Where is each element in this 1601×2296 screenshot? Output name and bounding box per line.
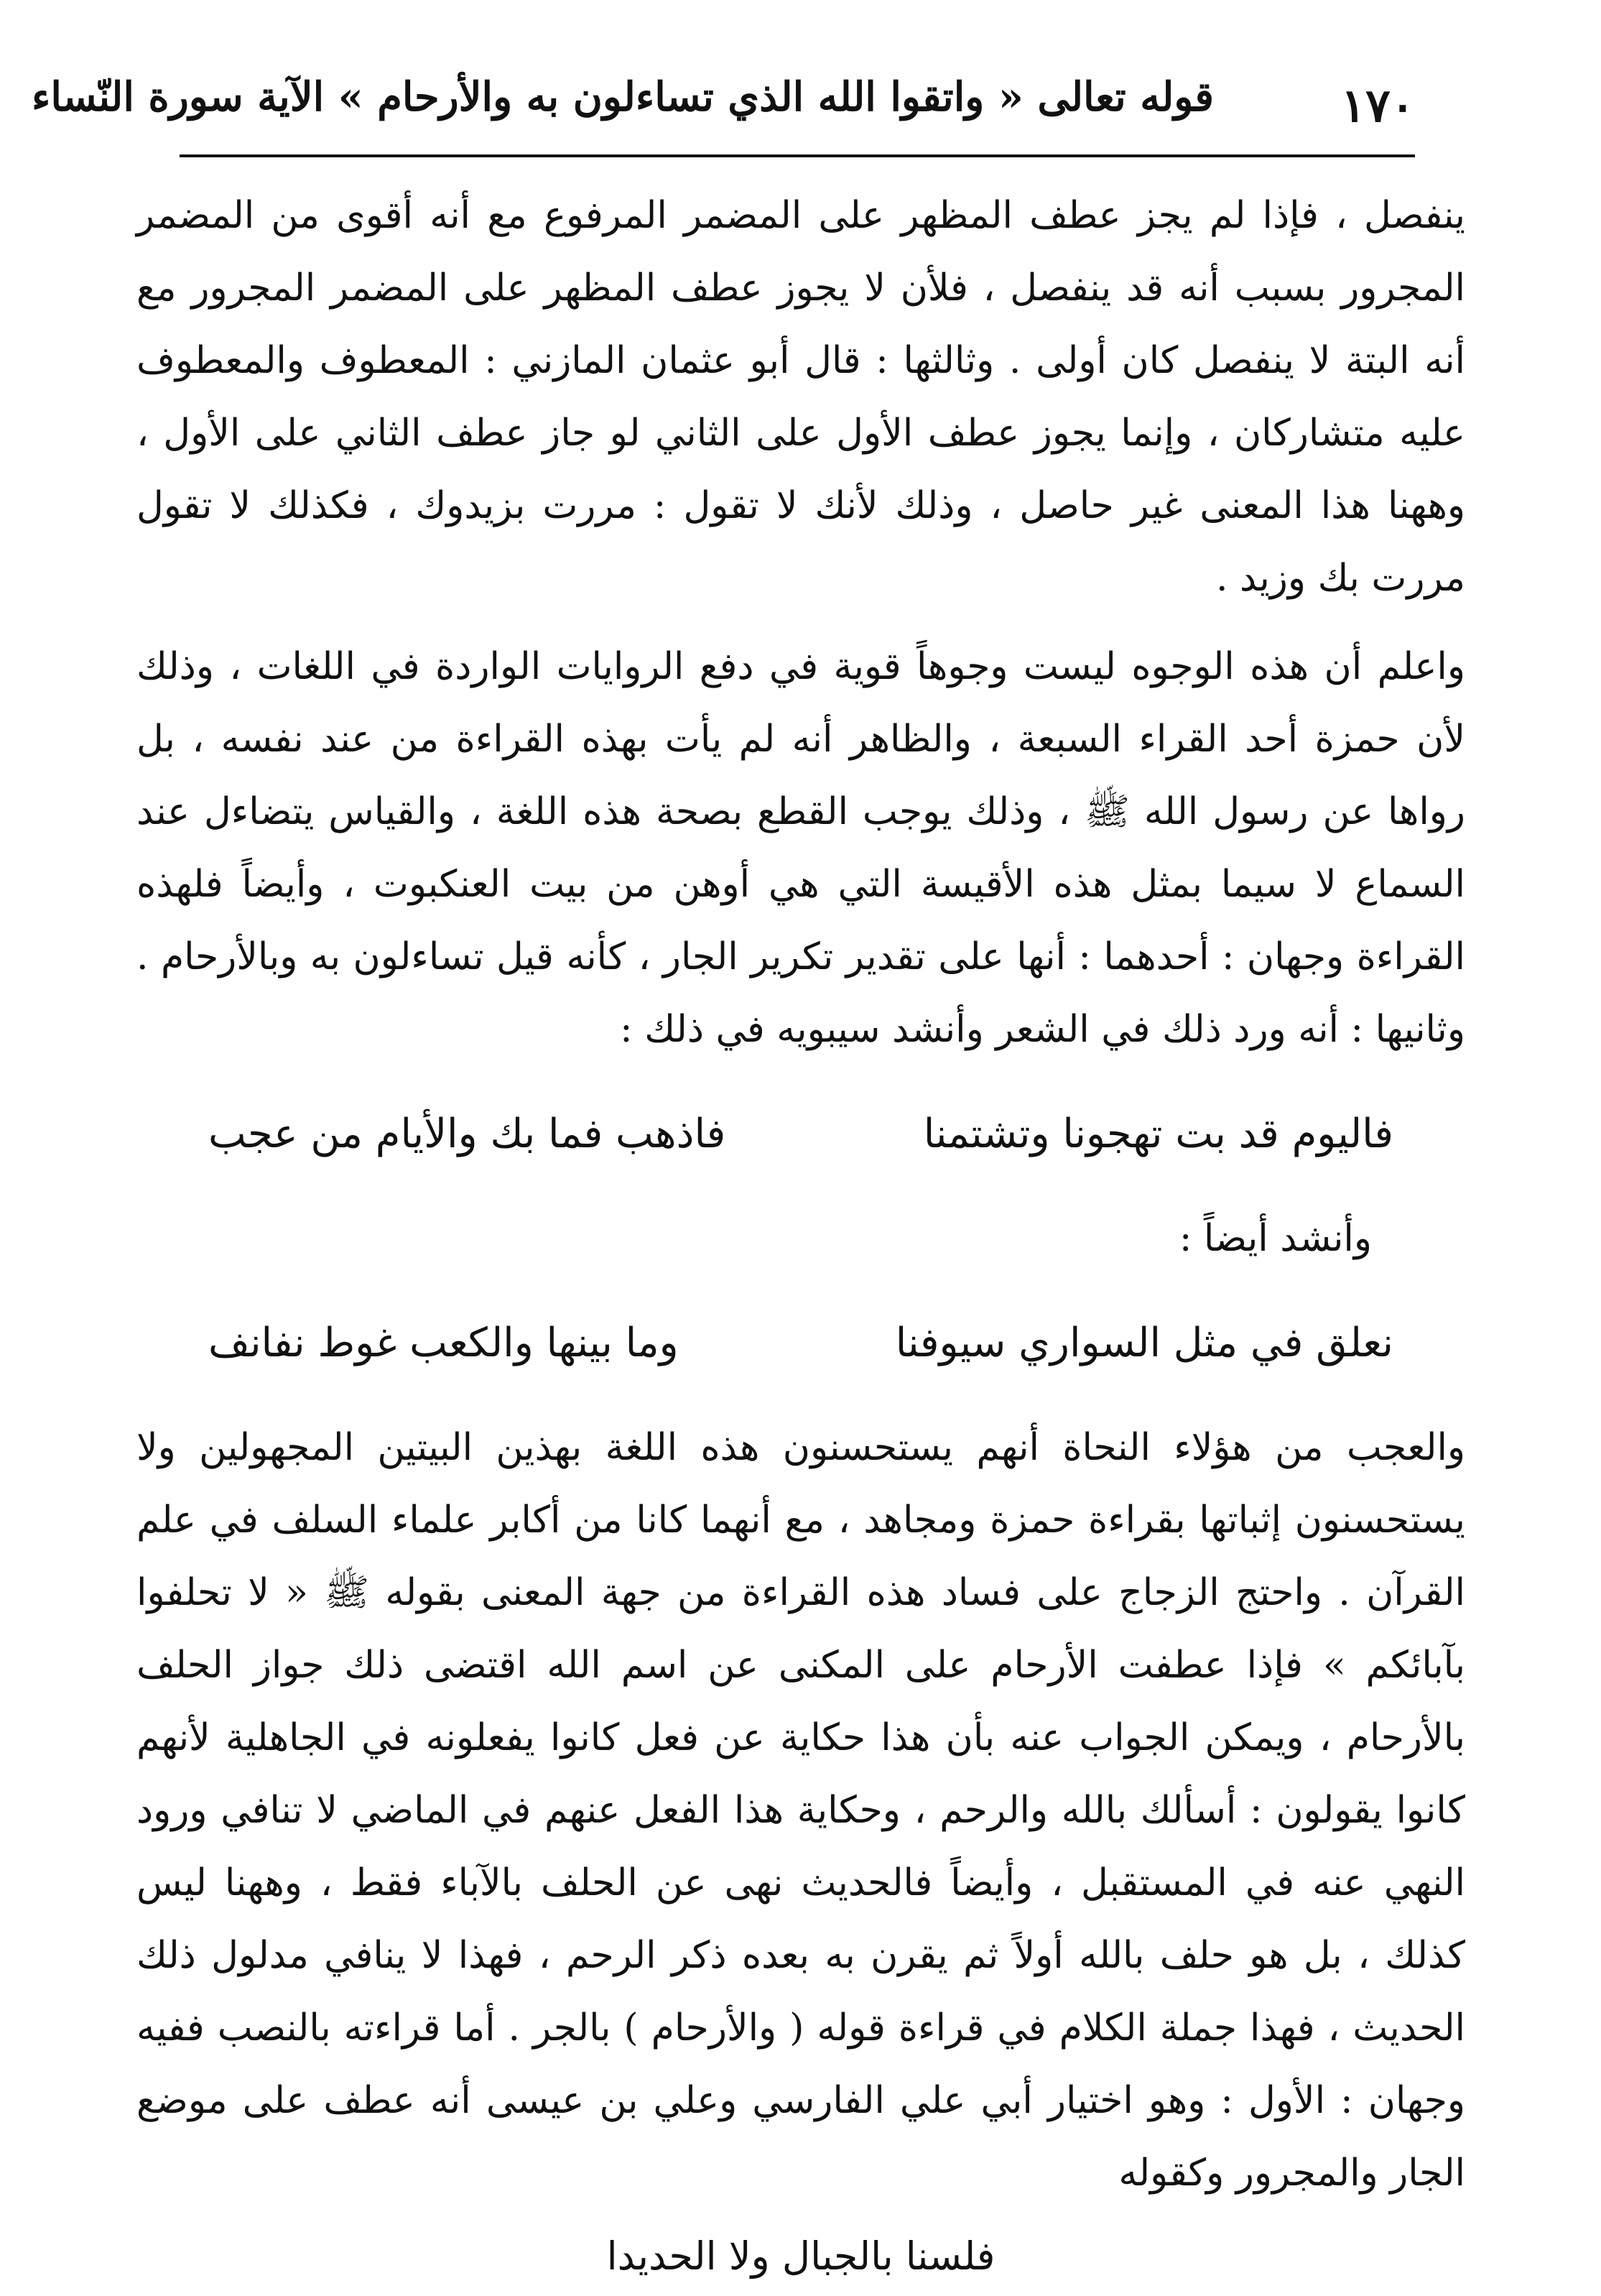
paragraph-2: واعلم أن هذه الوجوه ليست وجوهاً قوية في دفع الروايات الواردة في اللغات ، وذلك لأن حمزة أحد القراء السبعة ، والظاهر أنه لم يأت بهذه القراءة من عند نفسه ، بل رواها عن رسول الله ﷺ ، وذلك يوجب القطع بصحة هذه اللغة ، والقياس يتضاءل عند السماع لا سيما بمثل هذه الأقيسة التي هي أوهن من بيت العنكبوت ، وأيضاً فلهذه القراءة وجهان : أحدهما : أنها على تقدير تكرير الجار ، كأنه قيل تساءلون به وبالأرحام . وثانيها : أنه ورد ذلك في الشعر وأنشد سيبويه في ذلك : [136,645,1465,1051]
header-divider [180,154,1415,157]
verse-2-first-half: نعلق في مثل السواري سيوفنا [895,1320,1393,1366]
page-number: ١٧٠ [1340,79,1415,133]
verse-2-second-half: وما بينها والكعب غوط نفانف [208,1320,679,1366]
page-header [32,66,1415,152]
verse-1 [208,1095,1393,1174]
verse-2-intro: وأنشد أيضاً : [1179,1217,1372,1260]
verse-2 [208,1304,1393,1383]
running-title: قوله تعالى « واتقوا الله الذي تساءلون به والأرحام » الآية سورة النّساء [32,73,1214,121]
main-text [136,180,1465,2296]
paragraph-1: ينفصل ، فإذا لم يجز عطف المظهر على المضمر المرفوع مع أنه أقوى من المضمر المجرور بسبب أنه قد ينفصل ، فلأن لا يجوز عطف المظهر على المضمر المجرور مع أنه البتة لا ينفصل كان أولى . وثالثها : قال أبو عثمان المازني : المعطوف والمعطوف عليه متشاركان ، وإنما يجوز عطف الأول على الثاني لو جاز عطف الثاني على الأول ، وههنا هذا المعنى غير حاصل ، وذلك لأنك لا تقول : مررت بزيدوك ، فكذلك لا تقول مررت بك وزيد . [136,194,1465,600]
paragraph-3: والعجب من هؤلاء النحاة أنهم يستحسنون هذه اللغة بهذين البيتين المجهولين ولا يستحسنون إثباتها بقراءة حمزة ومجاهد ، مع أنهما كانا من أكابر علماء السلف في علم القرآن . واحتج الزجاج على فساد هذه القراءة من جهة المعنى بقوله ﷺ « لا تحلفوا بآبائكم » فإذا عطفت الأرحام على المكنى عن اسم الله اقتضى ذلك جواز الحلف بالأرحام ، ويمكن الجواب عنه بأن هذا حكاية عن فعل كانوا يفعلونه في الجاهلية لأنهم كانوا يقولون : أسألك بالله والرحم ، وحكاية هذا الفعل عنهم في الماضي لا تنافي ورود النهي عنه في المستقبل ، وأيضاً فالحديث نهى عن الحلف بالآباء فقط ، وههنا ليس كذلك ، بل هو حلف بالله أولاً ثم يقرن به بعده ذكر الرحم ، فهذا لا ينافي مدلول ذلك الحديث ، فهذا جملة الكلام في قراءة قوله ( والأرحام ) بالجر . أما قراءته بالنصب ففيه وجهان : الأول : وهو اختيار أبي علي الفارسي وعلي بن عيسى أنه عطف على موضع الجار والمجرور وكقوله [136,1426,1465,2195]
verse-1-second-half: فاذهب فما بك والأيام من عجب [208,1111,726,1157]
verse-3: فلسنا بالجبال ولا الحديدا [606,2233,996,2279]
verse-1-first-half: فاليوم قد بت تهجونا وتشتمنا [923,1111,1393,1157]
